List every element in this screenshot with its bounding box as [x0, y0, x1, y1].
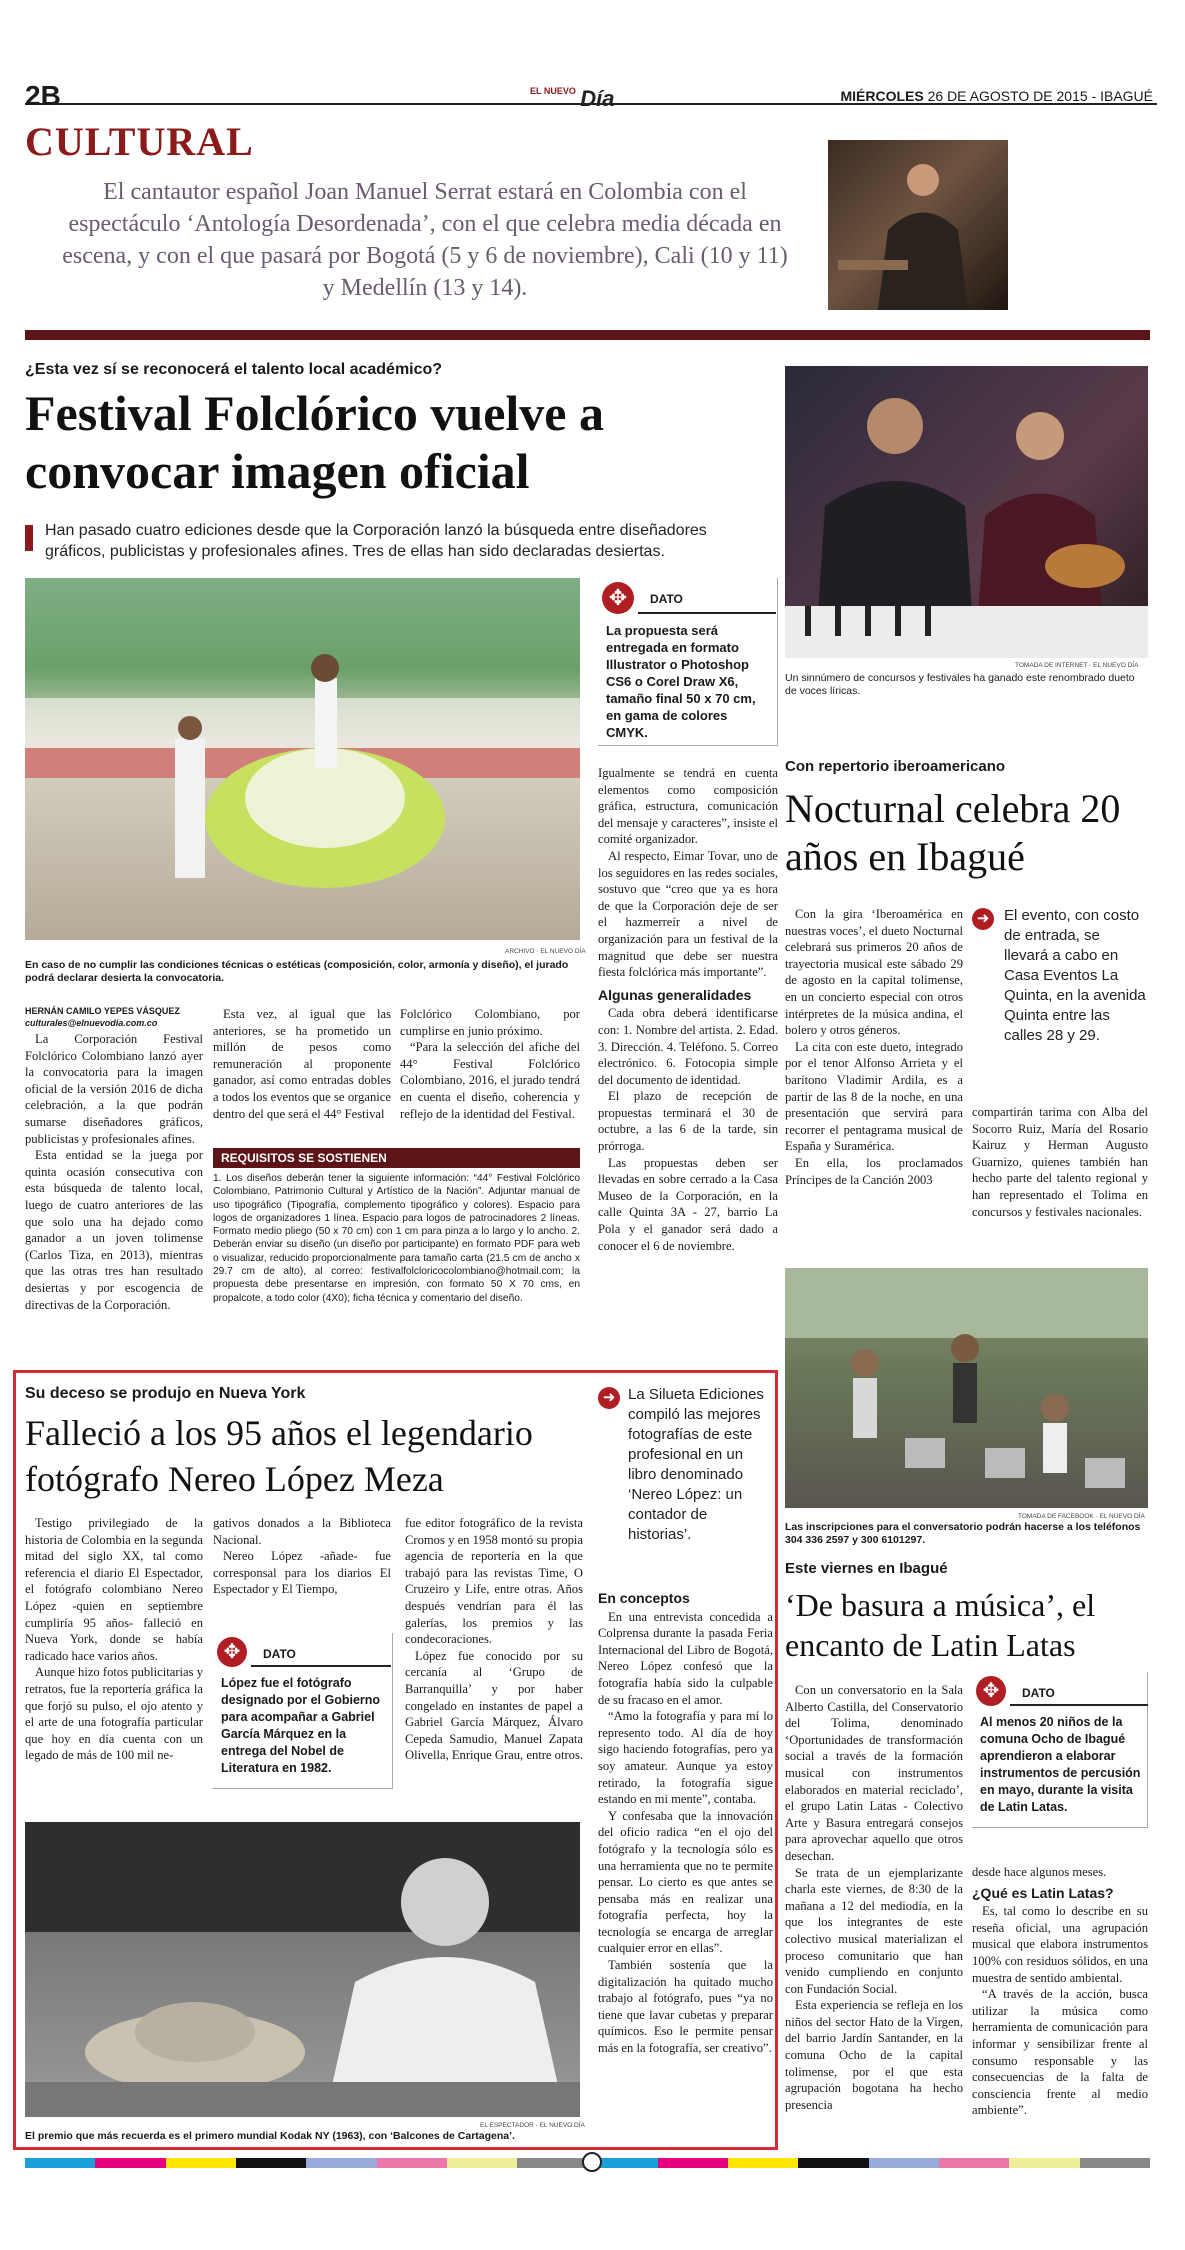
nereo-col3 [405, 1515, 583, 1764]
paragraph: Con la gira ‘Iberoamérica en nuestras voces’, el dueto Nocturnal celebrará sus primeros 20 años de trayectoria musical este sábado 29 de agosto en la capital tolimense, en un concierto especial con otros intérpretes de la música andina, el bolero y otros géneros. [785, 907, 963, 1038]
paragraph: fue editor fotográfico de la revista Cromos y en 1958 montó su propia agencia de reportería en la que trabajó para las revistas Time, O Cruzeiro y Life, entre otras. Años después vendrían para él las galerías, los premios y las condecoraciones. [405, 1516, 583, 1647]
latin-kicker: Este viernes en Ibagué [785, 1560, 948, 1577]
date-weekday: MIÉRCOLES [840, 88, 924, 104]
festival-col4 [598, 765, 778, 1254]
arrow-icon: ➜ [598, 1387, 620, 1409]
paragraph: Nereo López -añade- fue corresponsal para los diarios El Espectador y El Tiempo, [213, 1549, 391, 1597]
logo-prefix: EL NUEVO [530, 86, 576, 96]
festival-email[interactable]: culturales@elnuevodia.com.co [25, 1018, 158, 1028]
latin-dato-box [972, 1672, 1148, 1828]
festival-title: Festival Folclórico vuelve a convocar imagen oficial [25, 385, 605, 499]
paragraph: Y confesaba que la innovación del oficio radica “en el ojo del fotógrafo y la tecnología sólo es una herramienta que no te permite pensar. Lo cierto es que antes se pensaba más en realizar una fotografía perfecta, hoy la tecnología se encarga de arreglar cualquier error en ellas”. [598, 1808, 773, 1956]
paragraph: Testigo privilegiado de la historia de Colombia en la segunda mitad del siglo XX, tal como referencia el diario El Espectador, el fotógrafo colombiano Nereo López -quien en septiembre cumpliría 95 años- falleció en Nueva York, donde se había radicado hace varios años. [25, 1516, 203, 1663]
paragraph: Folclórico Colombiano, por cumplirse en junio próximo. [400, 1007, 580, 1038]
dato-rule [251, 1665, 391, 1667]
paragraph: desde hace algunos meses. [972, 1865, 1107, 1879]
serrat-figure [828, 140, 1008, 310]
subhead: En conceptos [598, 1590, 690, 1606]
latin-dato-label: DATO [1022, 1686, 1055, 1700]
registration-mark-icon [582, 2152, 602, 2172]
nocturnal-highlight [972, 906, 1148, 1046]
paragraph: La Corporación Festival Folclórico Colombiano lanzó ayer la convocatoria para la imagen oficial de la versión 2016 de dicha celebración, a la que podrán sumarse diseñadores gráficos, publicistas y profesionales afines. [25, 1032, 203, 1146]
paragraph: Esta vez, al igual que las anteriores, se ha prometido un millón de pesos como remuneración al proponente ganador, así como entradas dobles a todos los eventos que se organice dentro del que será el 44° Festival [213, 1007, 391, 1121]
dato-rule [638, 612, 776, 614]
nereo-col4 [598, 1590, 773, 2057]
nereo-dato-text: López fue el fotógrafo designado por el Gobierno para acompañar a Gabriel García Márquez en la entrega del Nobel de Literatura en 1982. [221, 1676, 381, 1775]
paragraph: “Para la selección del afiche del 44° Festival Folclórico Colombiano, 2016, el jurado tendrá en cuenta el diseño, coherencia y reflejo de la identidad del Festival. [400, 1040, 580, 1121]
festival-photo [25, 578, 580, 940]
nereo-highlight [598, 1385, 773, 1545]
nereo-dato-box [213, 1633, 393, 1789]
paragraph: El plazo de recepción de propuestas terminará el 30 de octubre, a las 6 de la tarde, sin prórroga. [598, 1089, 778, 1154]
nereo-col2 [213, 1515, 391, 1598]
festival-kicker: ¿Esta vez sí se reconocerá el talento local académico? [25, 361, 443, 378]
nocturnal-col2 [972, 1104, 1148, 1220]
paragraph: Cada obra deberá identificarse con: 1. Nombre del artista. 2. Edad. 3. Dirección. 4. Teléfono. 5. Correo electrónico. 6. Fotocopia simple del documento de identidad. [598, 1006, 778, 1087]
festival-col1 [25, 1031, 203, 1313]
latin-col2 [972, 1864, 1148, 2119]
nereo-dato-label: DATO [263, 1647, 296, 1661]
paragraph: “Amo la fotografía y para mí lo represento todo. Al día de hoy sigo haciendo fotografías, pero ya soy amateur. Aunque ya estoy retirado, la fotografía sigue estando en mi mente”, contaba. [598, 1709, 773, 1807]
subhead: ¿Qué es Latin Latas? [972, 1884, 1114, 1901]
page-number: 2B [25, 80, 61, 111]
teaser-text: El cantautor español Joan Manuel Serrat estará en Colombia con el espectáculo ‘Antología Desordenada’, con el que celebra media década en escena, y con el que pasará por Bogotá (5 y 6 de noviembre), Cali (10 y 11) y Medellín (13 y 14). [62, 179, 788, 301]
paragraph: Es, tal como lo describe en su reseña oficial, una agrupación musical que elabora instrumentos 100% con residuos sólidos, en una muestra de sentido ambiental. [972, 1904, 1148, 1985]
requirements-text: 1. Los diseños deberán tener la siguiente información: “44° Festival Folclórico Colombiano, Patrimonio Cultural y Artístico de la Nación”. Adjuntar manual de uso tipográfico (Tipografía, complemento tipográfico y colores). Espacio para logos de organizadores 1 línea. Espacio para logos de patrocinadores 2 líneas. Formato medio pliego (50 x 70 cm) con 1 cm para pinza a lo largo y lo ancho. 2. Deberán enviar su diseño (un diseño por participante) en formato PDF para web o visualizar, reducido proporcionalmente para tamaño carta (21.5 cm de ancho x 29.7 cm de alto), al correo: festivalfolcloricocolombiano@hotmail.com; la propuesta debe presentarse en impresión, con formato 50 X 70 cms, en propalcote, a todo color (4X0); ficha técnica y comentario del diseño. [213, 1173, 580, 1304]
festival-byline: HERNÁN CAMILO YEPES VÁSQUEZ [25, 1006, 180, 1016]
date-rest: 26 DE AGOSTO DE 2015 - IBAGUÉ [927, 88, 1153, 104]
latin-performers [785, 1268, 1148, 1508]
nereo-title: Falleció a los 95 años el legendario fotógrafo Nereo López Meza [25, 1413, 533, 1499]
paragraph: López fue conocido por su cercanía al ‘Grupo de Barranquilla’ y por haber congelado en instantes de papel a Gabriel García Márquez, Álvaro Cepeda Samudio, Manuel Zapata Olivella, Enrique Grau, entre otros. [405, 1648, 584, 1763]
date-line [840, 88, 1153, 104]
festival-dancers [25, 578, 580, 940]
paragraph: Se trata de un ejemplarizante charla este viernes, de 8:30 de la mañana a 12 del mediodía, en la que los integrantes de este colectivo musical materializan el proceso comunitario que han venido cumpliendo en conjunto con Fundación Social. [785, 1865, 963, 1996]
nocturnal-photo-credit: TOMADA DE INTERNET · EL NUEVO DÍA [1015, 662, 1139, 669]
nocturnal-highlight-text: El evento, con costo de entrada, se llevará a cabo en Casa Eventos La Quinta, en la avenida Quinta entre las calles 28 y 29. [1004, 907, 1146, 1044]
latin-caption: Las inscripciones para el conversatorio podrán hacerse a los teléfonos 304 336 2597 y 300 6101297. [785, 1521, 1141, 1546]
paragraph: En ella, los proclamados Príncipes de la Canción 2003 [785, 1155, 963, 1187]
paragraph: compartirán tarima con Alba del Socorro Ruiz, María del Rosario Kairuz y Herman Augusto Guarnizo, quienes también han hecho parte del talento regional y han representado el Tolima en concursos y festivales nacionales. [972, 1105, 1148, 1219]
nocturnal-caption: Un sinnúmero de concursos y festivales ha ganado este renombrado dueto de voces líricas. [785, 672, 1135, 697]
festival-col2 [213, 1006, 391, 1122]
latin-title: ‘De basura a música’, el encanto de Latin Latas [785, 1587, 1096, 1663]
section-title: CULTURAL [25, 119, 254, 164]
festival-dato-label: DATO [650, 592, 683, 606]
paragraph: Igualmente se tendrá en cuenta elementos como composición gráfica, estructura, comunicación del mensaje y caracteres”, insiste el comité organizador. [598, 766, 778, 847]
masthead-logo [530, 86, 615, 112]
latin-col1 [785, 1682, 963, 2113]
festival-dato-box [598, 578, 778, 746]
nereo-portrait [25, 1822, 580, 2117]
nereo-kicker: Su deceso se produjo en Nueva York [25, 1385, 306, 1402]
paragraph: La cita con este dueto, integrado por el tenor Alfonso Arrieta y el barítono Vladimir Ardila, es a partir de las 8 de la noche, en una presentación que servirá para recorrer el pentagrama musical de España y Suramérica. [785, 1039, 963, 1154]
logo-main: Día [580, 86, 615, 111]
nereo-photo [25, 1822, 580, 2117]
nereo-highlight-text: La Silueta Ediciones compiló las mejores fotografías de este profesional en un libro denominado ‘Nereo López: un contador de historias’. [628, 1386, 764, 1543]
festival-dato-text: La propuesta será entregada en formato Illustrator o Photoshop CS6 o Corel Draw X6, tamaño final 50 x 70 cm, en gama de colores CMYK. [606, 623, 756, 740]
paragraph: Al respecto, Eimar Tovar, uno de los seguidores en las redes sociales, sostuvo que “creo que ya es hora de que la Corporación deje de ser el hazmerreír a nivel de organización para un festival de la magnitud que debe ser nuestra fiesta folclórica más importante”. [598, 848, 778, 980]
paragraph: En una entrevista concedida a Colprensa durante la pasada Feria Internacional del Libro de Bogotá, Nereo López confesó que la fotografía había sido la culpable de su fracaso en el amor. [598, 1609, 773, 1707]
nocturnal-duo [785, 366, 1148, 658]
nereo-photo-credit: EL ESPECTADOR · EL NUEVO DÍA [480, 2122, 585, 2129]
latin-dato-text: Al menos 20 niños de la comuna Ocho de Ibagué aprendieron a elaborar instrumentos de percusión en mayo, durante la visita de Latin Latas. [980, 1715, 1141, 1814]
paragraph: Esta experiencia se refleja en los niños del sector Hato de la Virgen, del barrio Jardín Santander, en la comuna Ocho de la capital tolimense, por el que esta agrupación bogotana ha hecho presencia [785, 1998, 963, 2112]
nocturnal-kicker: Con repertorio iberoamericano [785, 758, 1006, 775]
paragraph: Las propuestas deben ser llevadas en sobre cerrado a la Casa Museo de la Corporación, en la calle Quinta 3A - 27, barrio La Pola y el ganador será dado a conocer el 6 de noviembre. [598, 1155, 778, 1253]
arrow-icon: ➜ [972, 908, 994, 930]
festival-lead: Han pasado cuatro ediciones desde que la Corporación lanzó la búsqueda entre diseñadores gráficos, publicistas y profesionales afines. Tres de ellas han sido declaradas desiertas. [45, 522, 707, 560]
nocturnal-title: Nocturnal celebra 20 años en Ibagué [785, 786, 1121, 879]
latin-photo [785, 1268, 1148, 1508]
dato-icon: ✥ [217, 1637, 247, 1667]
paragraph: Esta entidad se la juega por quinta ocasión consecutiva con esta búsqueda de talento local, luego de cuatro anteriores de las que solo una ha dejado como ganador a un joven tolimense (Carlos Tiza, en 2013), mientras que las otras tres han resultado desiertas y por escogencia de directivas de la Corporación. [25, 1148, 203, 1312]
requirements-title: REQUISITOS SE SOSTIENEN [213, 1148, 580, 1168]
latin-photo-credit: TOMADA DE FACEBOOK · EL NUEVO DÍA [1018, 1513, 1145, 1520]
paragraph: “A través de la acción, busca utilizar la música como herramienta de comunicación para informar y sensibilizar frente al consumo responsable y las consecuencias de la falta de consciencia frente al medio ambiente”. [972, 1987, 1148, 2118]
paragraph: gativos donados a la Biblioteca Nacional. [213, 1516, 391, 1547]
nereo-col1 [25, 1515, 203, 1764]
dato-icon: ✥ [976, 1676, 1006, 1706]
festival-caption: En caso de no cumplir las condiciones técnicas o estéticas (composición, color, armonía y diseño), el jurado podrá declarar desierta la convocatoria. [25, 959, 569, 984]
paragraph: Aunque hizo fotos publicitarias y retratos, fue la reportería gráfica la que forjó su pulso, el ojo atento y el arte de una fotografía particular que hoy en día cuenta con un legado de más de 100 mil ne- [25, 1665, 203, 1763]
subhead: Algunas generalidades [598, 986, 752, 1003]
nocturnal-col1 [785, 906, 963, 1188]
festival-lead-marker [25, 525, 33, 551]
dato-rule [1010, 1704, 1148, 1706]
nocturnal-photo [785, 366, 1148, 658]
serrat-photo [828, 140, 1008, 310]
festival-photo-credit: ARCHIVO · EL NUEVO DÍA [505, 948, 586, 955]
paragraph: También sostenía que la digitalización ha quitado mucho trabajo al fotógrafo, pues “ya no tiene que lavar cubetas y preparar químicos. Eso le permite pensar más en la fotografía, ser creativo”. [598, 1958, 773, 2056]
section-divider [25, 330, 1150, 340]
festival-col3 [400, 1006, 580, 1122]
paragraph: Con un conversatorio en la Sala Alberto Castilla, del Conservatorio del Tolima, denominado ‘Oportunidades de transformación social a través de la formación musical con instrumentos elaborados en material reciclado’, el grupo Latin Latas - Colectivo Arte y Basura entregará consejos para aprovechar aquello que otros desechan. [785, 1683, 963, 1863]
dato-icon: ✥ [602, 582, 634, 614]
nereo-caption: El premio que más recuerda es el primero mundial Kodak NY (1963), con ‘Balcones de Cartagena’. [25, 2130, 515, 2142]
